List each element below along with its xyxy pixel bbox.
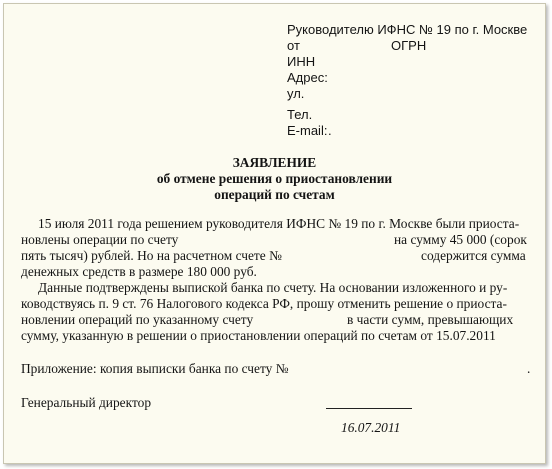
paragraph1-line2-end: на сумму 45 000 (сорок	[394, 232, 527, 247]
paragraph2-line1: Данные подтверждены выпиской банка по счету. На основании изложенного и ру-	[38, 280, 508, 295]
paragraph1-line2-start: новлены операции по счету	[21, 232, 179, 247]
signatory-position: Генеральный директор	[21, 395, 152, 410]
recipient-line: Руководителю ИФНС № 19 по г. Москве	[287, 22, 528, 37]
paragraph2-line3-end: в части сумм, превышающих	[347, 312, 514, 327]
document-subtitle-line1: об отмене решения о приостановлении	[156, 171, 393, 186]
paragraph1-line1: 15 июля 2011 года решением руководителя ИФНС № 19 по г. Москве были приоста-	[38, 216, 520, 231]
document-title: ЗАЯВЛЕНИЕ	[232, 155, 317, 170]
email-label: E-mail:	[287, 123, 328, 138]
attachment-end-dot: .	[527, 361, 531, 376]
document-subtitle-line2: операций по счетам	[214, 187, 335, 202]
signature-line	[326, 408, 412, 409]
from-label: от	[287, 38, 300, 53]
paragraph2-line2: ководствуясь п. 9 ст. 76 Налогового кодекса РФ, прошу отменить решение о приоста-	[21, 296, 507, 311]
paragraph2-line4: сумму, указанную в решении о приостановлении операций по счетам от 15.07.2011	[21, 328, 496, 343]
street-label: ул.	[287, 86, 305, 101]
address-label: Адрес:	[287, 70, 328, 85]
paragraph2-line3-start: новлении операций по указанному счету	[21, 312, 254, 327]
document-page	[3, 3, 546, 464]
ogrn-label: ОГРН	[391, 38, 427, 53]
inn-label: ИНН	[287, 54, 316, 69]
attachment-line: Приложение: копия выписки банка по счету №	[21, 361, 289, 376]
phone-label: Тел.	[287, 107, 313, 122]
email-dot: .	[328, 123, 332, 138]
paragraph1-line3-end: содержится сумма	[421, 248, 526, 263]
paragraph1-line3-start: пять тысяч) рублей. Но на расчетном счете №	[21, 248, 282, 263]
signature-date: 16.07.2011	[341, 420, 401, 435]
paragraph1-line4: денежных средств в размере 180 000 руб.	[21, 264, 257, 279]
